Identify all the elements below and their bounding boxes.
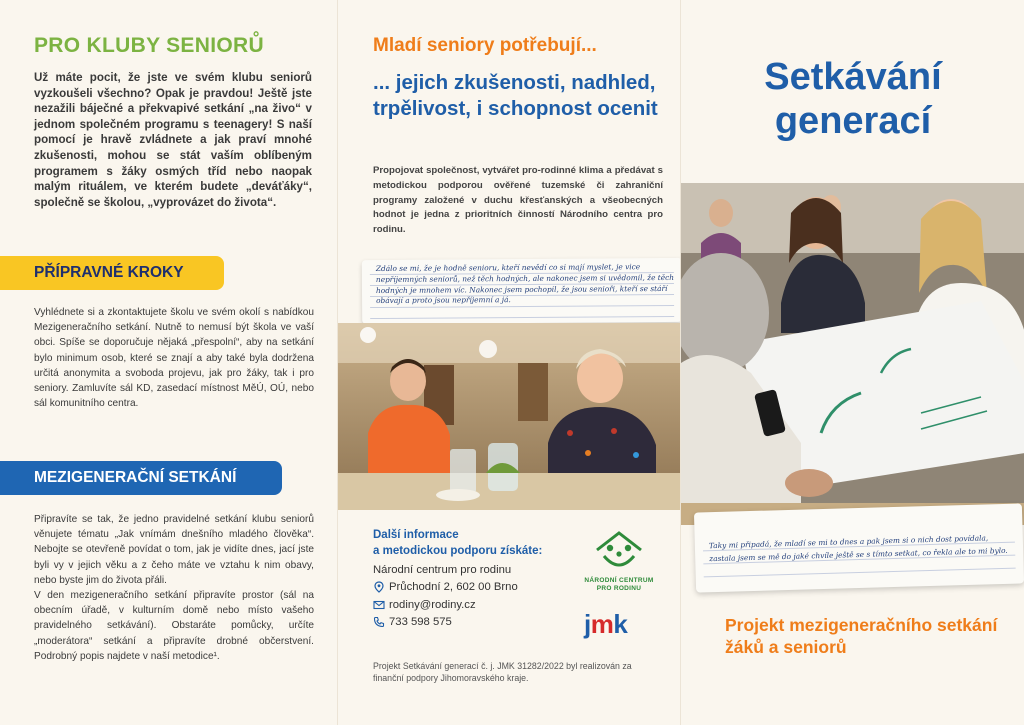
email-row[interactable] <box>373 599 476 611</box>
phone-row[interactable] <box>373 616 452 628</box>
setkani-paragraph-1: Připravíte se tak, že jedno pravidelné setkání klubu seniorů věnujete tématu „Jak vnímám dnešního mladého člověka“. Nebojte se otevřeně povídat o tom, jak je vidíte dnes, jací jste byli vy v jejich věku a z čeho máte ve vztahu k nim obavy, nebo byste jim do života přáli. <box>34 514 314 586</box>
handwritten-note-1 <box>362 258 682 324</box>
heading-pro-kluby: PRO KLUBY SENIORŮ <box>34 34 264 57</box>
ncpr-logo-text: NÁRODNÍ CENTRUM PRO RODINU <box>584 577 654 592</box>
info-heading <box>373 528 542 559</box>
mezigeneracni-setkani-text <box>34 512 314 664</box>
setkani-paragraph-2: V den mezigeneračního setkání připravíte prostor (sál na obecním úřadě, v kulturním domě nebo místo vašeho pravidelného setkávání). Obstaráte pomůcky, určíte „moderátora“ setkání a připravíte drobné občerstvení. Podrobný popis najdete v naší metodice¹. <box>34 590 314 662</box>
handwritten-note-2 <box>694 503 1024 592</box>
mission-text: Propojovat společnost, vytvářet pro-rodinné klima a předávat s metodickou podporou ověřené tuzemské či zahraniční programy založené v duchu křesťanských a všeobecných hodnot je jedna z prioritních činností Národního centra pro rodinu. <box>373 165 663 236</box>
banner-mezigeneracni-setkani: MEZIGENERAČNÍ SETKÁNÍ <box>0 461 282 495</box>
project-subtitle: Projekt mezigeneračního setkání žáků a seniorů <box>725 615 998 657</box>
handwritten-note-2-text: Taky mi připadá, že mladí se mi to dnes a pak jsem si o nich dost povídala, zastala jsem se mě do jaké chvíle ještě se s tímto setkat, co řekla ale to mi bylo. <box>708 533 1008 563</box>
ncpr-logo <box>584 530 654 592</box>
panel-cover <box>680 0 1024 725</box>
email-link[interactable]: rodiny@rodiny.cz <box>389 599 476 611</box>
intro-text: Už máte pocit, že jste ve svém klubu seniorů vyzkoušeli všechno? Opak je pravdou! Ještě jste nezažili báječné a překvapivé setkání „na živo“ v jednom společném programu s teenagery! S naší pomocí je hravě zvládnete a jak praví mnohé zkušenosti, mohou se stát vaším oblíbeným programem s žáky osmých tříd nebo naopak malým rituálem, ve kterém budete „deváťáky“, společně se školou, „vyprovázet do života“. <box>34 71 312 209</box>
panel-young-need-seniors <box>337 0 680 725</box>
jmk-letter-k: k <box>613 609 628 639</box>
cover-title: Setkávání generací <box>764 56 942 142</box>
photo-illustration <box>338 323 681 510</box>
family-house-icon <box>593 530 645 572</box>
pripravne-kroky-paragraph: Vyhlédnete si a zkontaktujete školu ve svém okolí s nabídkou Mezigeneračního setkání. Nutně to nemusí být škola ve vaší obci. Spíše se doporučuje nějaká „přespolní“, aby na setkání bylo minimum osob, které se znají a aby také byla dodržena určitá anonymita a svoboda projevu, jak pro žáky, tak i pro seniory. Zamluvíte sál KD, zasedací místnost MěÚ, OÚ, nebo sál komunitního centra. <box>34 307 314 410</box>
envelope-icon <box>373 599 385 611</box>
phone-number[interactable]: 733 598 575 <box>389 616 452 628</box>
address-row <box>373 581 518 593</box>
panel-clubs <box>0 0 337 725</box>
jmk-logo <box>584 609 627 640</box>
banner-pripravne-kroky: PŘÍPRAVNÉ KROKY <box>0 256 224 290</box>
location-pin-icon <box>373 581 385 593</box>
handwritten-note-1-text: Zdálo se mi, že je hodně senioru, kteří nevědí co si mají myslet, je vice nepříjemných seniorů, než těch hodných, ale nakonec jsem si uvědomil, že těch hodných je mnohem víc. Nakonec jsem pochopil, že jsou senioři, kteří se stáří obávají a proto jsou nepříjemní a já. <box>375 262 675 306</box>
project-footnote: Projekt Setkávání generací č. j. JMK 31282/2022 byl realizován za finanční podpory Jihomoravského kraje. <box>373 661 632 683</box>
info-heading-line-1: Další informace <box>373 529 459 541</box>
photo-students-seniors <box>338 323 681 510</box>
jmk-letter-m: m <box>590 609 614 639</box>
subheading-zkusenosti: ... jejich zkušenosti, nadhled, trpělivost, i schopnost ocenit <box>373 71 658 120</box>
org-name: Národní centrum pro rodinu <box>373 564 512 576</box>
address-text: Průchodní 2, 602 00 Brno <box>389 581 518 593</box>
heading-mladi-seniory: Mladí seniory potřebují... <box>373 35 597 56</box>
photo-illustration <box>681 183 1024 525</box>
pripravne-kroky-text <box>34 305 314 411</box>
photo-workshop <box>681 183 1024 525</box>
info-heading-line-2: a metodickou podporu získáte: <box>373 544 543 557</box>
jmk-letter-j: j <box>584 609 591 639</box>
phone-icon <box>373 616 385 628</box>
